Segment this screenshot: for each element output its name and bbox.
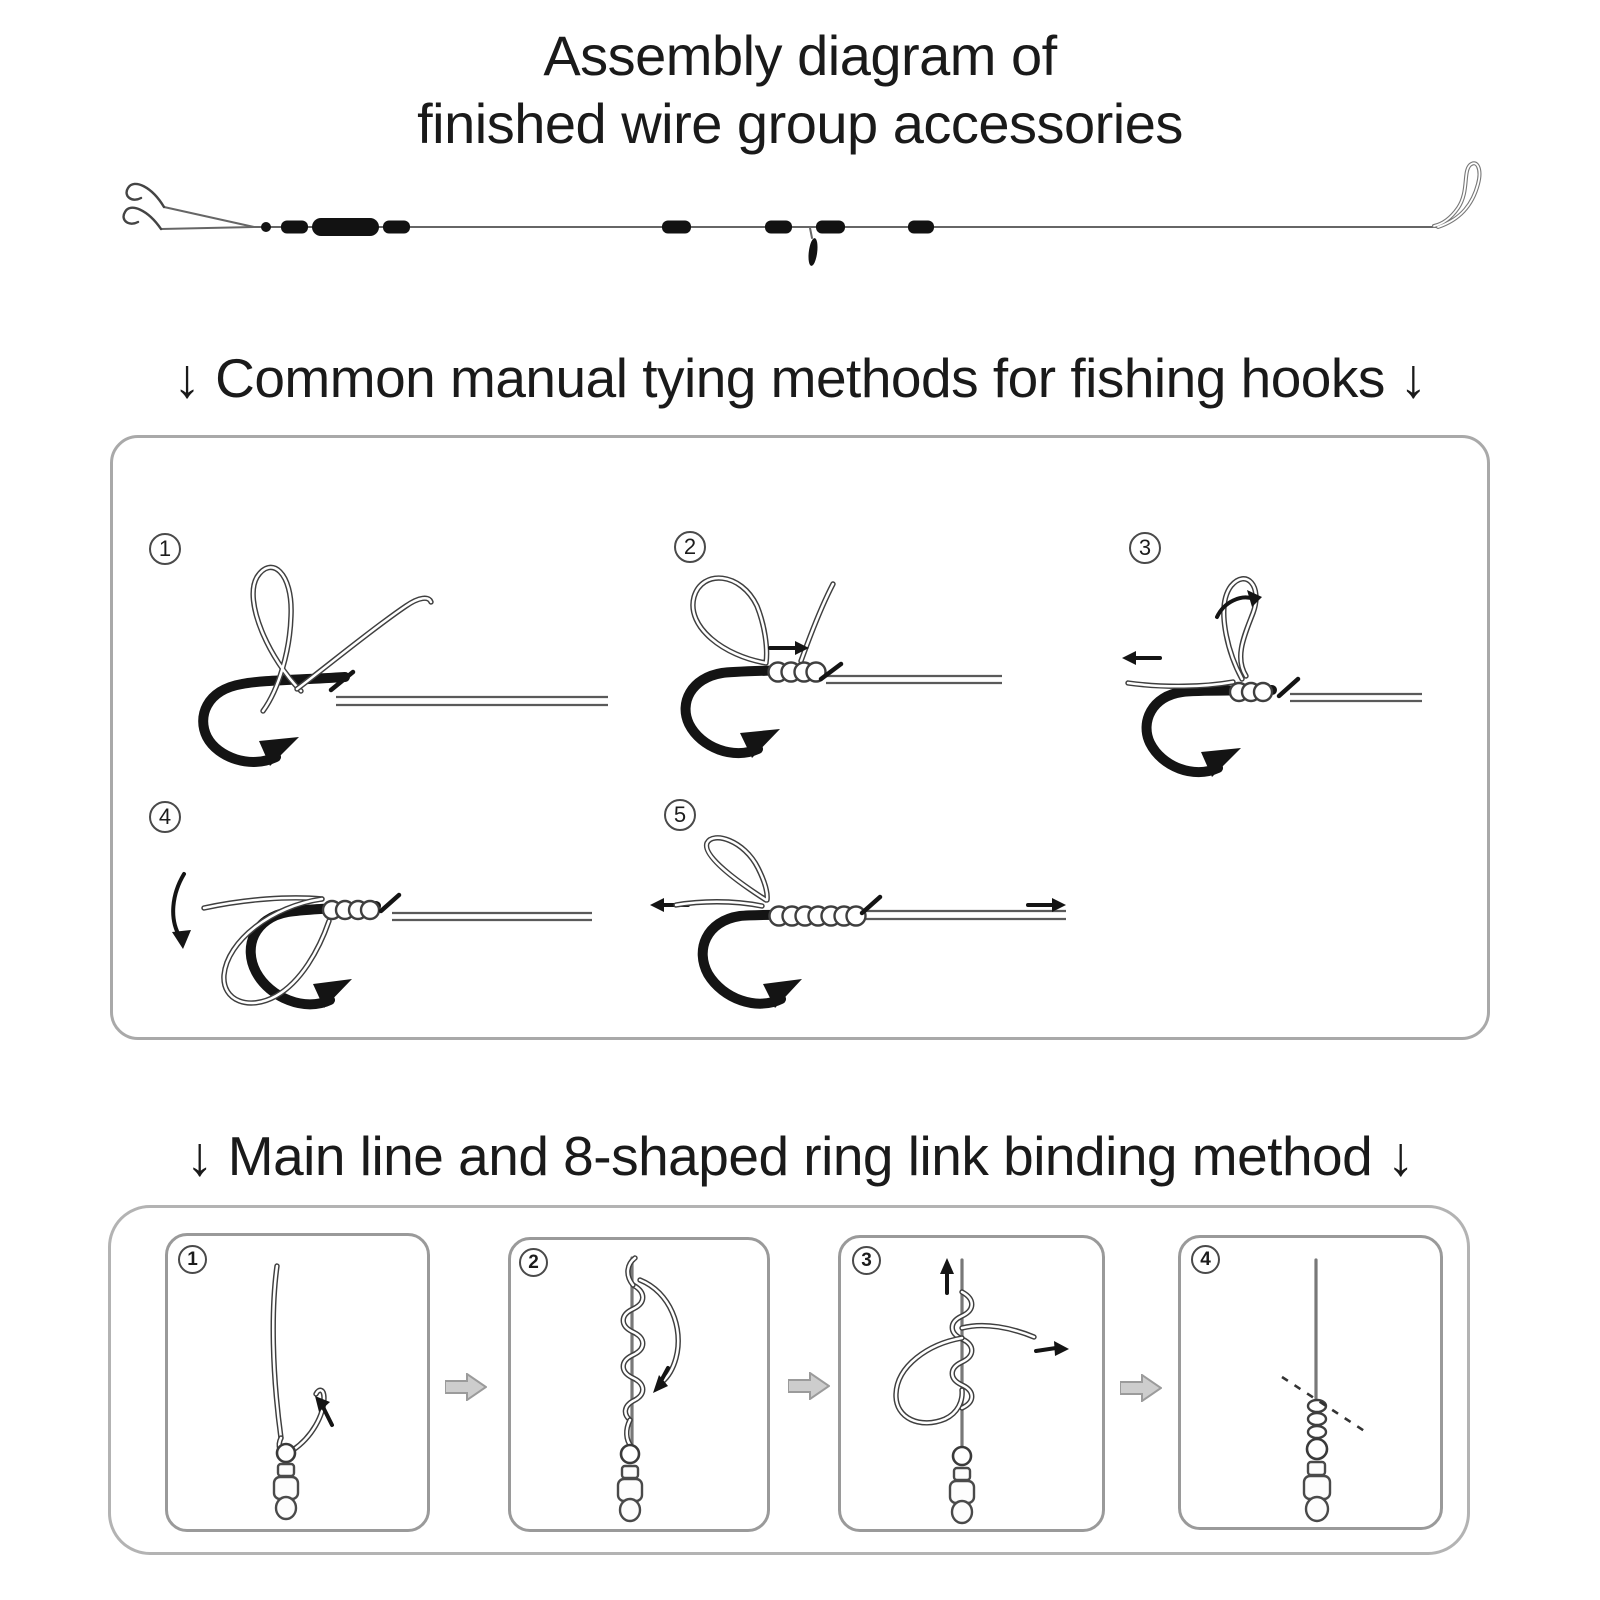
snap-swivel-icon — [1304, 1462, 1330, 1521]
leader-double-line — [826, 676, 1002, 683]
line-loop — [253, 567, 431, 711]
ring-step-marker-3: 3 — [852, 1246, 881, 1275]
tag-end-tick — [381, 895, 399, 911]
wrap-coil — [1230, 683, 1272, 701]
rig-end-loop — [1434, 163, 1479, 227]
finished-knot-coil — [1308, 1400, 1326, 1438]
up-arrow-icon — [940, 1258, 954, 1293]
left-arrow-icon — [1122, 651, 1160, 665]
eight-ring — [953, 1447, 971, 1465]
fishing-hook-icon — [1147, 690, 1272, 777]
wrap-coil — [323, 901, 379, 919]
ring-step-3-illustration — [838, 1235, 1105, 1532]
main-line — [273, 1266, 324, 1456]
leader-double-line — [336, 697, 608, 705]
section-heading-hook-tying: ↓ Common manual tying methods for fishing hooks ↓ — [173, 346, 1427, 409]
ring-step-1-illustration — [165, 1233, 430, 1532]
ring-step-marker-1: 1 — [178, 1245, 207, 1274]
step-marker-3: 3 — [1129, 532, 1161, 564]
rig-hook-icon-top — [127, 184, 164, 207]
section-heading-ring-binding: ↓ Main line and 8-shaped ring link binding method ↓ — [185, 1124, 1415, 1187]
eight-ring — [621, 1445, 639, 1463]
flow-arrow-icon — [445, 1373, 487, 1401]
hook-step-5-illustration — [630, 830, 1080, 1060]
ring-step-marker-2: 2 — [519, 1248, 548, 1277]
eight-ring — [277, 1444, 295, 1462]
ring-step-2-illustration — [508, 1237, 770, 1532]
step-marker-4: 4 — [149, 801, 181, 833]
down-curved-arrow-icon — [172, 874, 191, 949]
step-marker-2: 2 — [674, 531, 706, 563]
eight-ring — [1307, 1439, 1327, 1459]
wrap-and-loop — [896, 1292, 1034, 1423]
leader-double-line — [866, 911, 1066, 919]
right-arrow-icon — [1036, 1341, 1069, 1356]
hook-step-3-illustration — [1100, 555, 1470, 895]
snap-swivel-icon — [618, 1466, 642, 1521]
flow-arrow-icon — [788, 1372, 830, 1400]
fishing-hook-icon — [703, 914, 858, 1008]
wrap-coil — [769, 663, 826, 682]
leader-double-line — [1290, 694, 1422, 701]
wire-rig-diagram — [100, 155, 1500, 285]
line-loop-twisted — [1128, 579, 1256, 687]
hook-step-1-illustration — [140, 555, 620, 905]
ring-step-4-illustration — [1178, 1235, 1443, 1530]
page-title — [0, 22, 1600, 158]
wrap-coil-long — [770, 907, 866, 926]
leader-double-line — [392, 913, 592, 920]
rig-hook-icon-bottom — [124, 208, 161, 229]
hook-step-4-illustration — [140, 855, 620, 1055]
flow-arrow-icon — [1120, 1374, 1162, 1402]
page-title-line-1: Assembly diagram of — [543, 24, 1057, 87]
rig-hanging-pin — [807, 228, 819, 266]
snap-swivel-icon — [950, 1468, 974, 1523]
ring-step-marker-4: 4 — [1191, 1245, 1220, 1274]
page-title-line-2: finished wire group accessories — [417, 92, 1183, 155]
line-loop — [676, 838, 767, 906]
snap-swivel-icon — [274, 1464, 298, 1519]
step-marker-1: 1 — [149, 533, 181, 565]
step-marker-5: 5 — [664, 799, 696, 831]
line-loop — [693, 578, 833, 663]
